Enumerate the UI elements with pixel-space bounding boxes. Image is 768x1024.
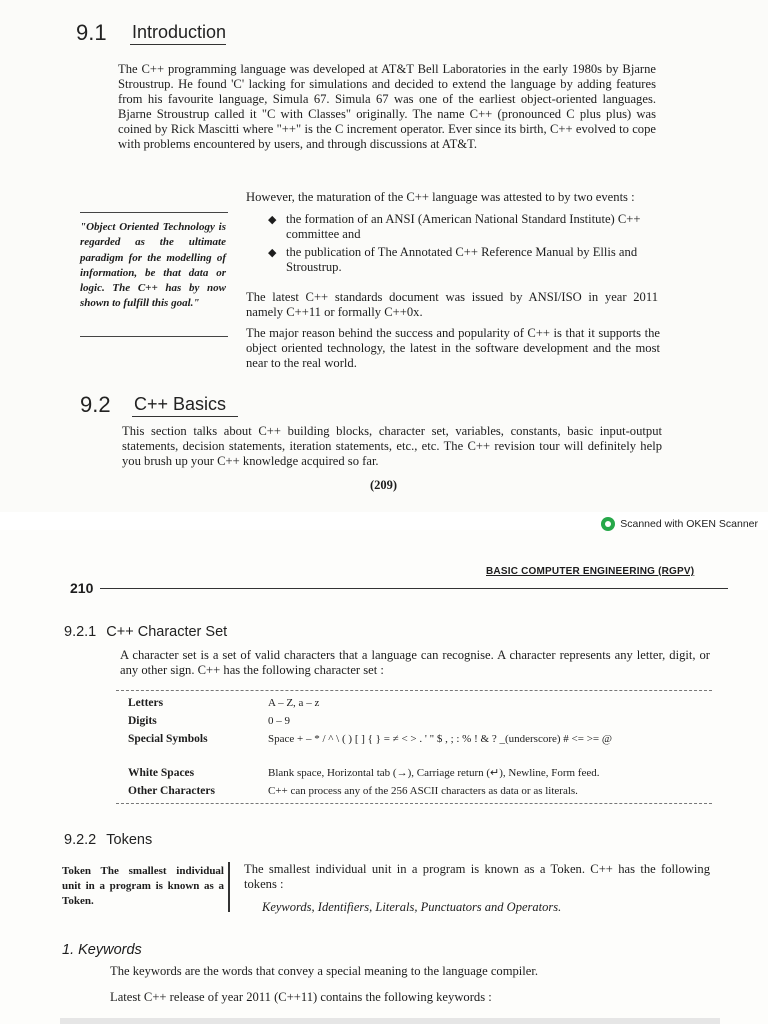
header-rule	[100, 588, 728, 589]
list-item: ◆ the formation of an ANSI (American National Standard Institute) C++ committee and	[268, 212, 641, 241]
scanner-watermark: Scanned with OKEN Scanner	[601, 517, 758, 531]
page-number: 210	[70, 580, 94, 596]
keywords-heading: 1. Keywords	[62, 942, 142, 958]
sidebar-bar	[228, 862, 230, 912]
success-paragraph: The major reason behind the success and popularity of C++ is that it supports the object oriented technology, the latest in the software development and the most near to the real world.	[246, 326, 660, 370]
events-list	[266, 212, 658, 278]
sidebar-bottom-rule	[80, 336, 228, 337]
table-row-value: Space + – * / ^ \ ( ) [ ] { } = ≠ < > . ' " $ , ; : % ! & ? _(underscore) # <= >= @	[268, 733, 612, 745]
page-number: (209)	[370, 478, 398, 492]
table-row-label: Other Characters	[128, 785, 215, 797]
table-row-label: Digits	[128, 715, 157, 727]
running-header: BASIC COMPUTER ENGINEERING (RGPV)	[486, 566, 695, 577]
section-title-underline	[132, 416, 238, 417]
subsection-heading: 9.2.1 C++ Character Set	[64, 624, 228, 640]
however-paragraph: However, the maturation of the C++ language was attested to by two events :	[246, 190, 635, 204]
table-row-value: 0 – 9	[268, 715, 290, 727]
table-row-value: A – Z, a – z	[268, 697, 320, 709]
charset-table	[116, 690, 712, 804]
diamond-bullet-icon: ◆	[268, 214, 277, 226]
table-row-label: White Spaces	[128, 767, 195, 779]
keywords-paragraph: The keywords are the words that convey a special meaning to the language compiler.	[110, 964, 539, 978]
charset-paragraph: A character set is a set of valid characters that a language can recognise. A character represents any letter, digit, or any other sign. C++ has the following character set :	[120, 648, 710, 677]
section-title: C++ Basics	[134, 394, 227, 414]
token-paragraph: The smallest individual unit in a program is known as a Token. C++ has the following tokens :	[244, 862, 710, 891]
section-number: 9.2	[80, 392, 111, 417]
keywords-paragraph: Latest C++ release of year 2011 (C++11) contains the following keywords :	[110, 990, 492, 1004]
table-row-value: C++ can process any of the 256 ASCII characters as data or as literals.	[268, 785, 578, 797]
section-number: 9.1	[76, 20, 107, 45]
standards-paragraph: The latest C++ standards document was issued by ANSI/ISO in year 2011 namely C++11 or formally C++0x.	[246, 290, 658, 319]
sidebar-top-rule	[80, 212, 228, 213]
subsection-heading: 9.2.2 Tokens	[64, 832, 153, 848]
section-title: Introduction	[132, 22, 227, 42]
keywords-table-edge	[60, 1018, 720, 1024]
scanner-logo-icon	[601, 517, 615, 531]
table-row-label: Special Symbols	[128, 733, 208, 745]
basics-paragraph: This section talks about C++ building blocks, character set, variables, constants, basic input-output statements, decision statements, iteration statements, etc., etc. The C++ revision tour will definitely help you brush up your C++ knowledge acquired so far.	[122, 424, 662, 468]
intro-paragraph: The C++ programming language was developed at AT&T Bell Laboratories in the early 1980s by Bjarne Stroustrup. He found 'C' lacking for simulations and decided to extend the language by adding features from his favourite language, Simula 67. Simula 67 was one of the earliest object-oriented languages. Bjarne Stroustrup called it "C with Classes" originally. The name C++ (pronounced C plus plus) was coined by Rick Mascitti where "++" is the C increment operator. Ever since its birth, C++ evolved to cope with problems encountered by users, and through discussions at AT&T.	[118, 62, 656, 151]
diamond-bullet-icon: ◆	[268, 247, 277, 259]
token-list: Keywords, Identifiers, Literals, Punctuators and Operators.	[262, 900, 562, 914]
token-sidebar: Token The smallest individual unit in a program is known as a Token.	[62, 865, 224, 907]
table-row-value: Blank space, Horizontal tab (→), Carriage return (↵), Newline, Form feed.	[268, 767, 600, 779]
section-title-underline	[130, 44, 226, 45]
sidebar-quote: "Object Oriented Technology is regarded as the ultimate paradigm for the modelling of information, be that data or logic. The C++ has by now shown to fulfill this goal."	[80, 221, 226, 310]
table-row-label: Letters	[128, 697, 164, 709]
list-item: ◆ the publication of The Annotated C++ Reference Manual by Ellis and Stroustrup.	[268, 245, 638, 274]
